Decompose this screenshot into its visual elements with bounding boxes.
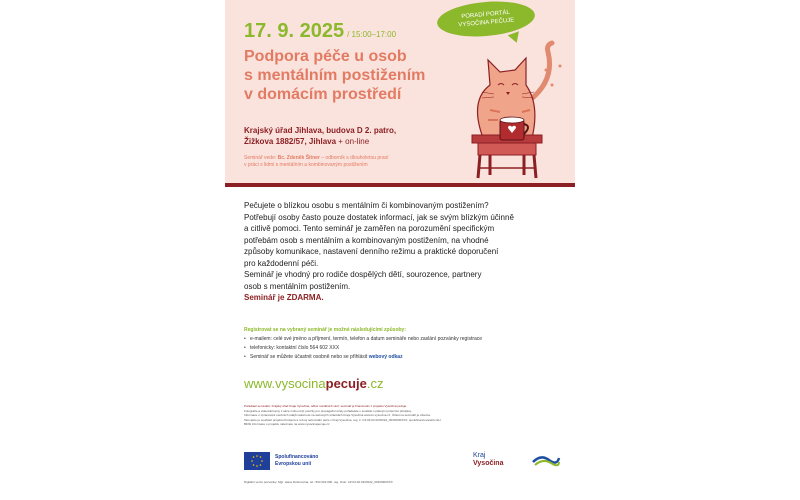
place-online: + on-line: [336, 137, 370, 146]
event-place: [244, 125, 444, 147]
section-divider: [225, 183, 575, 187]
description-line: způsoby komunikace, nastavení denního režimu a praktické doporučení: [244, 247, 499, 256]
registration-item: e-mailem: celé své jméno a příjmení, termín, telefon a datum semináře nebo zaslání pozvánky registrace: [250, 336, 483, 342]
kraj-vysocina-logo: Kraj Vysočina: [473, 452, 504, 467]
description-line: a citlivě pomoci. Tento seminář je zaměřen na porozumění specifickým: [244, 224, 495, 233]
eu-flag-icon: [244, 452, 270, 470]
registration-item: Seminář se můžete účastnit osobně nebo se přihlásit: [250, 354, 369, 360]
footer-note: Digitální verze pozvánky: Mgr. Hana Dobrovolná, tel.: 564 602 000, reg. číslo: CZ.03.02.02/00/22_003/0000XXX: [244, 480, 393, 484]
bullet-icon: •: [244, 336, 246, 342]
website-link[interactable]: www.vysocinapecuje.cz: [244, 376, 384, 391]
description: [244, 200, 564, 304]
eu-label: Spolufinancováno Evropskou unií: [275, 454, 319, 467]
invitation-document: [225, 0, 575, 500]
fine-print: Pořadatel semináře: Krajský úřad Kraje Vysočina, odbor sociálních věcí; seminář je financován z projektu Vysočina pečuje. Fotografie a videozáznamy z akce mohou být použity pro propagační účely pořadatele v souladu s platnými právními předpisy. Informace o zpracování osobních údajů naleznete na webových stránkách Kraje Vysočina www.kr-vysocina.cz. Účast na semináři je zdarma. Tato akce je součástí projektu Podpora a rozvoj neformální péče v Kraji Vysočina, reg. č. CZ.03.02.02/00/22_003/0000XXX, spolufinancovaného EU. Bližší informace o projektu naleznete na www.vysocinapecuje.cz.: [244, 404, 442, 426]
bullet-icon: •: [244, 345, 246, 351]
speech-bubble: [436, 0, 537, 40]
event-title: [244, 47, 444, 104]
description-line: osob s mentálním postižením.: [244, 281, 351, 291]
registration-info: [244, 326, 564, 362]
hero-section: [225, 0, 575, 183]
description-line: pro každodenní péči.: [244, 258, 319, 268]
cat-illustration: [460, 40, 570, 180]
registration-link[interactable]: webový odkaz: [368, 354, 403, 360]
wave-logo-icon: [531, 452, 561, 468]
lecturer-name: Bc. Zdeněk Šitner: [277, 155, 320, 161]
bubble-line: VYSOČINA PEČUJE: [458, 17, 515, 29]
title-line: v domácím prostředí: [244, 86, 402, 103]
place-line: Krajský úřad Jihlava, budova D 2. patro,: [244, 126, 397, 135]
bubble-line: PORADÍ PORTÁL: [461, 9, 511, 21]
description-line: Potřebují osoby často pouze dostatek informací, jak se svým blízkým účinně: [244, 212, 514, 222]
bullet-icon: •: [244, 354, 246, 360]
event-time: / 15:00–17:00: [347, 30, 397, 39]
description-line: potřebám osob s mentálním a kombinovaným postižením, na vhodné: [244, 235, 489, 245]
title-line: Podpora péče u osob: [244, 48, 407, 65]
registration-item: telefonicky: kontaktní číslo 564 602 XXX: [250, 345, 340, 351]
registration-heading: Registrovat se na vybraný seminář je možné následujícími způsoby:: [244, 327, 406, 333]
description-line: Seminář je vhodný pro rodiče dospělých dětí, sourozence, partnery: [244, 270, 482, 279]
place-line: Žižkova 1882/57, Jihlava: [244, 137, 337, 146]
title-line: s mentálním postižením: [244, 67, 426, 84]
event-date: 17. 9. 2025 / 15:00–17:00: [244, 20, 397, 42]
description-line: Pečujete o blízkou osobu s mentálním či kombinovaným postižením?: [244, 201, 489, 210]
lecturer-info: Seminář vede: Bc. Zdeněk Šitner – odborník s dlouholetou praxí v práci s lidmi s mentálním a kombinovaným postižením: [244, 155, 389, 168]
free-notice: Seminář je ZDARMA.: [244, 293, 324, 302]
